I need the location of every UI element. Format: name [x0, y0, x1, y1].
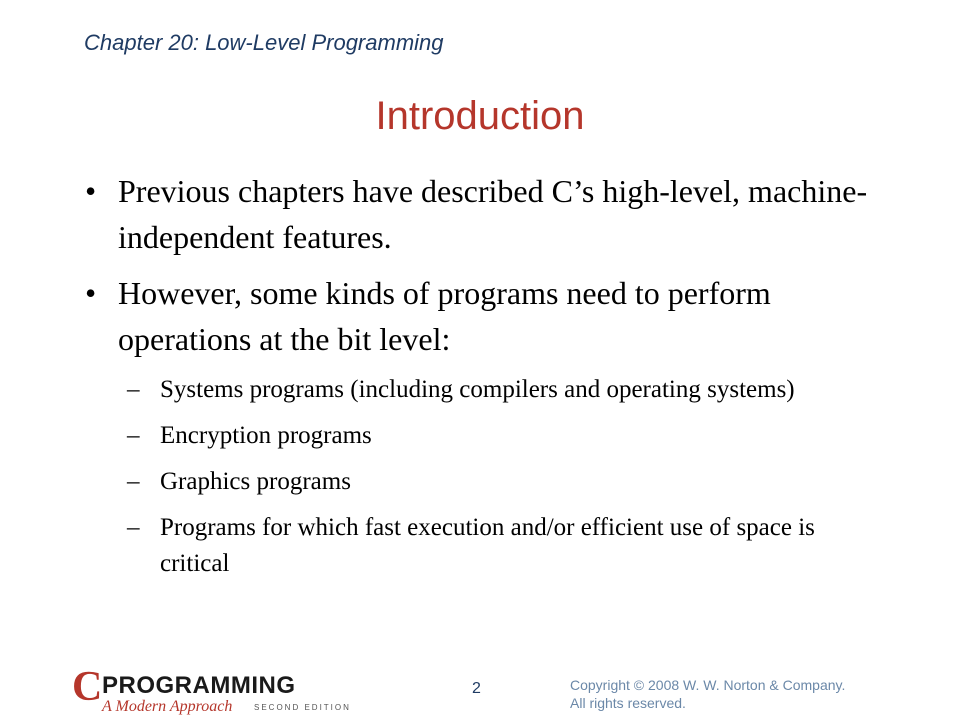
bullet-item [85, 270, 885, 362]
copyright-line: Copyright © 2008 W. W. Norton & Company. [570, 677, 846, 693]
dash-marker: – [127, 376, 140, 403]
book-logo [72, 666, 362, 716]
chapter-header: Chapter 20: Low-Level Programming [84, 30, 444, 55]
bullet-text: Previous chapters have described C’s high-level, machine-independent features. [118, 173, 868, 255]
subbullet-text: Systems programs (including compilers and operating systems) [160, 376, 795, 403]
page-number: 2 [472, 680, 481, 697]
dash-marker: – [127, 468, 140, 495]
bullet-item [85, 168, 885, 260]
bullet-marker: • [85, 275, 97, 311]
subbullet-item [127, 464, 885, 500]
slide-title: Introduction [375, 94, 585, 138]
subbullet-text: Programs for which fast execution and/or efficient use of space is critical [160, 514, 815, 577]
subbullet-text: Graphics programs [160, 468, 351, 495]
subbullet-item [127, 510, 885, 582]
bullet-text: However, some kinds of programs need to perform operations at the bit level: [118, 275, 771, 357]
subbullet-item [127, 372, 885, 408]
bullet-marker: • [85, 173, 97, 209]
subbullet-text: Encryption programs [160, 422, 372, 449]
logo-word: PROGRAMMING [102, 672, 296, 699]
dash-marker: – [127, 514, 140, 541]
copyright-line: All rights reserved. [570, 695, 686, 711]
logo-edition: SECOND EDITION [254, 703, 351, 712]
copyright-notice [570, 676, 900, 712]
logo-subtitle: A Modern Approach [102, 698, 233, 715]
subbullet-item [127, 418, 885, 454]
logo-letter: C [72, 664, 103, 710]
dash-marker: – [127, 422, 140, 449]
slide-body [85, 168, 885, 592]
